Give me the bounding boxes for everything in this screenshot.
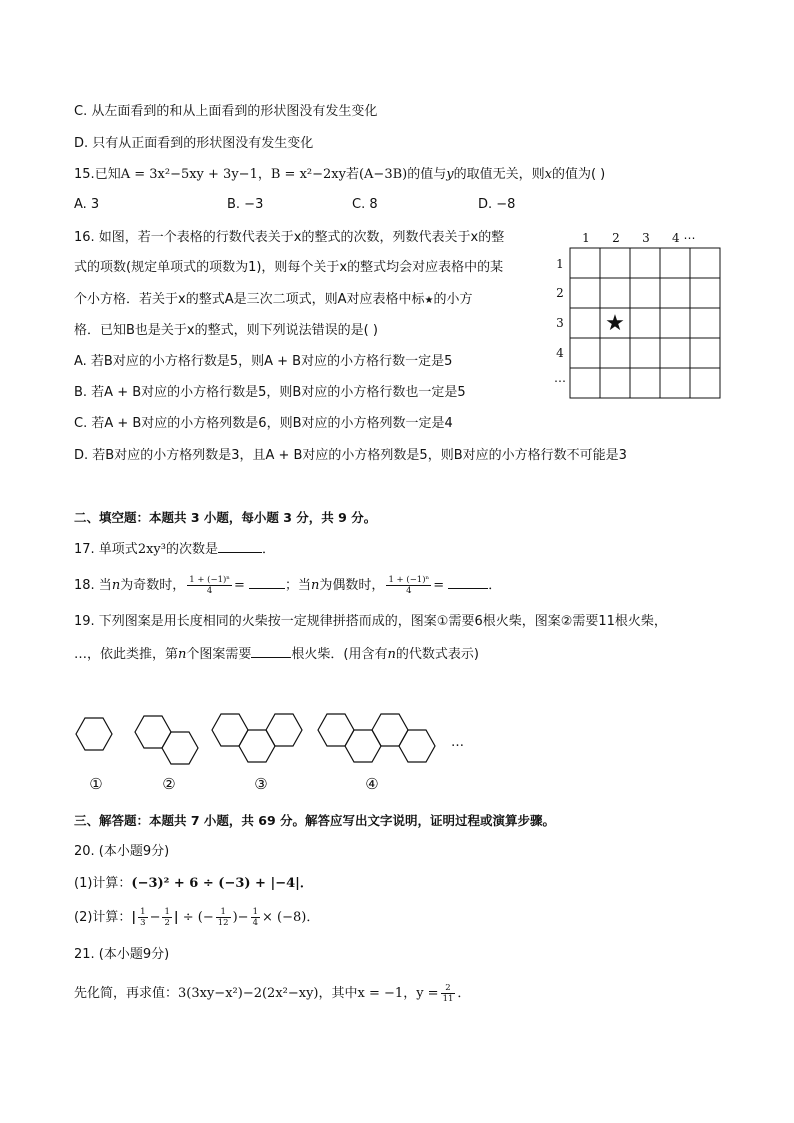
q20-part1: (1)计算：(−3)² + 6 ÷ (−3) + |−4|． [74, 876, 313, 891]
q19-line1: 19. 下列图案是用长度相同的火柴按一定规律拼搭而成的，图案①需要6根火柴，图案②需要11根火柴， [74, 614, 667, 629]
pattern3-hex-1 [212, 714, 248, 746]
q21-stem: 先化简，再求值：3(3xy−x²)−2(2x²−xy)，其中x = −1，y = $\frac{2}{11}$ ． [74, 983, 471, 1004]
q18-stem: 18. 当n为奇数时， $\frac{\text{1 + (−1)ⁿ}}{4}$ = ；当n为偶数时， $\frac{\text{1 + (−1)ⁿ}}{4}$ = ． [74, 575, 502, 596]
q16-option-d: D. 若B对应的小方格列数是3，且A + B对应的小方格列数是5，则B对应的小方格行数不可能是3 [74, 448, 627, 463]
pattern-label-3: ③ [254, 775, 268, 793]
pattern1-hex [76, 718, 112, 750]
pattern4-hex-3 [372, 714, 408, 746]
q15-expr-a: A = 3x²−5xy + 3y−1 [120, 167, 258, 182]
star-icon: ★ [605, 311, 625, 336]
q15-expr-b: B = x²−2xy [270, 167, 346, 182]
q18-blank-1[interactable] [249, 576, 285, 589]
pattern2-hex-1 [135, 716, 171, 748]
col-label-3: 3 [642, 231, 650, 245]
q21-expr: 3(3xy−x²)−2(2x²−xy) [178, 986, 319, 1001]
pattern4-hex-2 [345, 730, 381, 762]
q15-stem: 15.已知A = 3x²−5xy + 3y−1，B = x²−2xy若(A−3B)的值与y的取值无关，则x的值为( ) [74, 167, 606, 182]
q18-fraction-2: $\frac{\text{1 + (−1)ⁿ}}{4}$ [388, 575, 430, 596]
q17-stem: 17. 单项式2xy³的次数是 ． [74, 542, 276, 557]
col-label-2: 2 [612, 231, 620, 245]
q20-part1-expr: (−3)² + 6 ÷ (−3) + |−4|． [131, 876, 313, 891]
q18-blank-2[interactable] [448, 576, 488, 589]
q21-title: 21. (本小题9分) [74, 947, 170, 962]
q16-stem-line2: 式的项数(规定单项式的项数为1)，则每个关于x的整式均会对应表格中的某 [74, 260, 504, 275]
grid-lines [570, 248, 720, 398]
row-label-ellipsis: ⋯ [554, 374, 566, 388]
q19-blank[interactable] [251, 645, 291, 658]
pattern4-hex-1 [318, 714, 354, 746]
row-label-4: 4 [556, 346, 564, 360]
pattern2-hex-2 [162, 732, 198, 764]
q16-stem-line4: 格．已知B也是关于x的整式，则下列说法错误的是( ) [74, 323, 378, 338]
q16-grid-figure [548, 226, 728, 402]
q16-stem-line3: 个小方格．若关于x的整式A是三次二项式，则A对应表格中标★的小方 [74, 292, 473, 307]
pattern-ellipsis: … [451, 735, 464, 750]
pattern3-hex-3 [266, 714, 302, 746]
col-label-1: 1 [582, 231, 590, 245]
pattern3-hex-2 [239, 730, 275, 762]
q16-option-b: B. 若A + B对应的小方格行数是5，则B对应的小方格行数也一定是5 [74, 385, 466, 400]
inline-star-icon: ★ [424, 295, 434, 306]
q15-option-d: D. −8 [478, 197, 516, 212]
q17-blank[interactable] [218, 540, 262, 553]
q14-option-d: D. 只有从正面看到的形状图没有发生变化 [74, 136, 314, 151]
col-label-4: 4 ⋯ [672, 231, 696, 245]
q15-option-a: A. 3 [74, 197, 100, 212]
q16-stem-line1: 16. 如图，若一个表格的行数代表关于x的整式的次数，列数代表关于x的整 [74, 230, 505, 245]
q16-option-a: A. 若B对应的小方格行数是5，则A + B对应的小方格行数一定是5 [74, 354, 453, 369]
q17-expr: 2xy³ [137, 542, 166, 557]
section3-heading: 三、解答题：本题共 7 小题，共 69 分。解答应写出文字说明，证明过程或演算步骤。 [74, 813, 556, 828]
row-label-3: 3 [556, 316, 564, 330]
row-label-1: 1 [556, 257, 564, 271]
q15-option-c: C. 8 [352, 197, 378, 212]
q19-hexagon-figure [60, 700, 480, 800]
pattern4-hex-4 [399, 730, 435, 762]
q18-fraction-1: $\frac{\text{1 + (−1)ⁿ}}{4}$ [189, 575, 230, 596]
pattern-label-2: ② [162, 775, 176, 793]
section2-heading: 二、填空题：本题共 3 小题，每小题 3 分，共 9 分。 [74, 510, 377, 525]
pattern-label-4: ④ [365, 775, 379, 793]
q19-line2: …，依此类推，第n个图案需要 根火柴．(用含有n的代数式表示) [74, 647, 479, 662]
q21-fraction: $\frac{2}{11}$ [442, 983, 454, 1004]
q20-part2: (2)计算：| $\frac{1}{3}$ − $\frac{1}{2}$ | ÷ (− $\frac{1}{12}$ )− $\frac{1}{4}$ × (−8)． [74, 907, 320, 928]
q15-option-b: B. −3 [227, 197, 264, 212]
row-label-2: 2 [556, 286, 564, 300]
q16-option-c: C. 若A + B对应的小方格列数是6，则B对应的小方格列数一定是4 [74, 416, 453, 431]
q14-option-c: C. 从左面看到的和从上面看到的形状图没有发生变化 [74, 104, 378, 119]
pattern-label-1: ① [89, 775, 103, 793]
q20-title: 20. (本小题9分) [74, 844, 170, 859]
